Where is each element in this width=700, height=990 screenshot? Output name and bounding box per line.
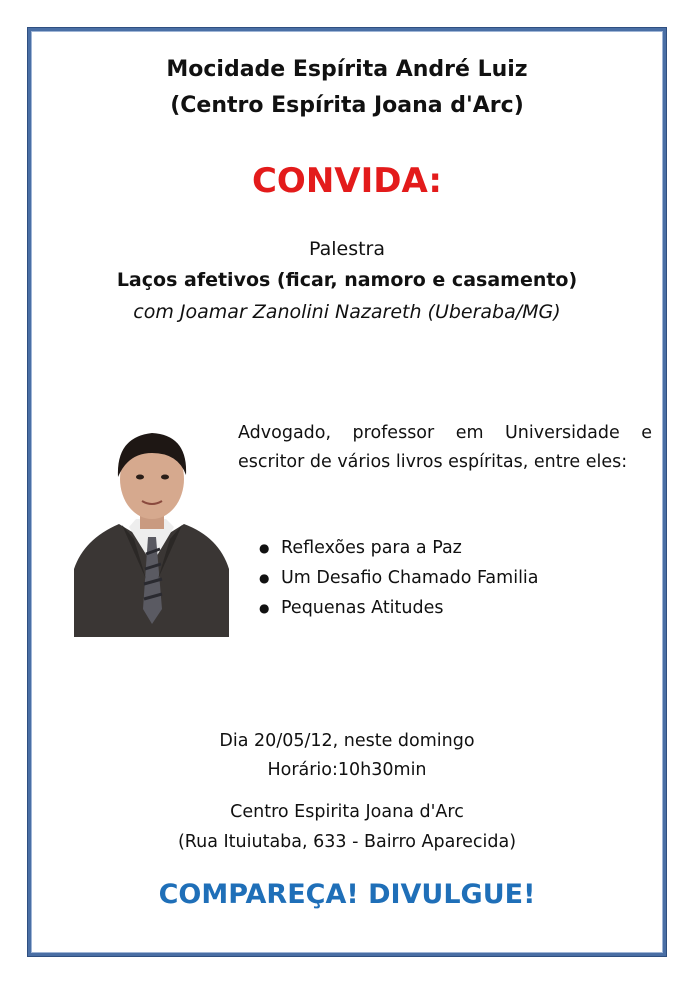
speaker-portrait-illustration xyxy=(74,419,229,637)
event-venue: Centro Espirita Joana d'Arc xyxy=(230,802,464,822)
event-time: Horário:10h30min xyxy=(267,760,427,780)
talk-kind: Palestra xyxy=(308,238,386,260)
bullet-icon: ● xyxy=(259,601,270,615)
bullet-icon: ● xyxy=(259,541,270,555)
organization-name: Mocidade Espírita André Luiz xyxy=(166,57,528,82)
book-title: Pequenas Atitudes xyxy=(281,598,444,618)
invite-heading: CONVIDA: xyxy=(251,161,443,201)
speaker-line: com Joamar Zanolini Nazareth (Uberaba/MG) xyxy=(133,301,561,323)
list-item xyxy=(259,563,539,593)
list-item xyxy=(259,533,539,563)
list-item xyxy=(259,593,539,623)
call-to-action: COMPAREÇA! DIVULGUE! xyxy=(158,879,536,910)
speaker-photo xyxy=(74,419,229,637)
speaker-bio: Advogado, professor em Universidade e escritor de vários livros espíritas, entre eles: xyxy=(238,423,652,472)
book-list xyxy=(259,533,539,623)
center-name: (Centro Espírita Joana d'Arc) xyxy=(170,93,524,118)
event-address: (Rua Ituiutaba, 633 - Bairro Aparecida) xyxy=(177,832,517,852)
event-date: Dia 20/05/12, neste domingo xyxy=(219,731,475,751)
talk-title: Laços afetivos (ficar, namoro e casamento) xyxy=(116,269,578,291)
flyer-frame xyxy=(28,28,666,956)
book-title: Um Desafio Chamado Familia xyxy=(281,568,539,588)
bullet-icon: ● xyxy=(259,571,270,585)
book-title: Reflexões para a Paz xyxy=(281,538,462,558)
